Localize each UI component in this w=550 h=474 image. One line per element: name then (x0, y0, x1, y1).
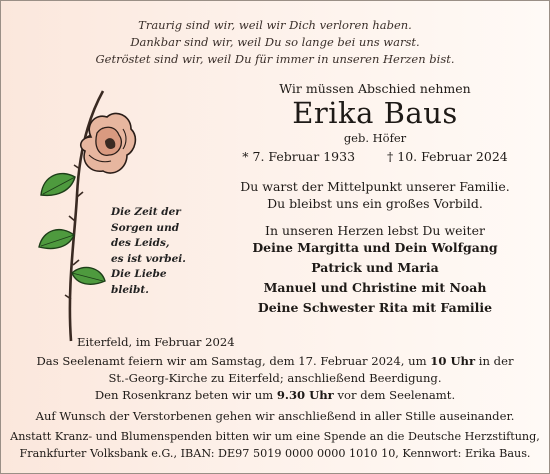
family-line-1: Deine Margitta und Dein Wolfgang (252, 240, 498, 255)
family-line-4: Deine Schwester Rita mit Familie (257, 300, 493, 315)
rosary-text-end: vor dem Seelenamt. (333, 388, 456, 402)
verse-line-3: des Leids, (111, 237, 170, 249)
verse-line-4: es ist vorbei. (111, 252, 186, 265)
service-text-end: in der (475, 354, 514, 368)
verse-line-2: Sorgen und (111, 221, 180, 234)
intro-text: Wir müssen Abschied nehmen (279, 81, 471, 96)
hearts-line: In unseren Herzen lebst Du weiter (265, 223, 485, 238)
family-line-2: Patrick und Maria (311, 260, 439, 275)
service-time: 10 Uhr (430, 354, 476, 368)
message-line-1: Du warst der Mittelpunkt unserer Familie. (240, 179, 510, 194)
verse-line-5: Die Liebe (111, 268, 167, 280)
service-line-1 (1, 354, 549, 368)
service-text: Das Seelenamt feiern wir am Samstag, dem 17. Februar 2024, um (36, 354, 431, 368)
poem-line-3: Getröstet sind wir, weil Du für immer in unseren Herzen bist. (95, 52, 455, 66)
leaf-middle (39, 230, 74, 249)
place-date: Eiterfeld, im Februar 2024 (77, 335, 235, 349)
death-date: † 10. Februar 2024 (387, 149, 508, 164)
life-dates (201, 149, 549, 164)
deceased-name: Erika Baus (292, 96, 458, 130)
service-line-2: St.-Georg-Kirche zu Eiterfeld; anschließend Beerdigung. (108, 371, 442, 385)
verse-line-6: bleibt. (111, 283, 149, 296)
service-line-3 (1, 388, 549, 402)
rosary-text: Den Rosenkranz beten wir um (94, 388, 277, 402)
verse-block (111, 205, 191, 298)
message-line-2: Du bleibst uns ein großes Vorbild. (267, 196, 483, 211)
family-line-3: Manuel und Christine mit Noah (263, 280, 487, 295)
poem-line-1: Traurig sind wir, weil wir Dich verloren haben. (138, 18, 412, 32)
poem-line-2: Dankbar sind wir, weil Du so lange bei uns warst. (130, 35, 420, 49)
donation-line-2: Frankfurter Volksbank e.G., IBAN: DE97 5019 0000 0000 1010 10, Kennwort: Erika Baus. (19, 447, 531, 460)
birth-name: geb. Höfer (343, 131, 407, 145)
donation-line-1: Anstatt Kranz- und Blumenspenden bitten wir um eine Spende an die Deutsche Herzstiftung, (10, 430, 540, 443)
farewell-line: Auf Wunsch der Verstorbenen gehen wir anschließend in aller Stille auseinander. (35, 409, 515, 423)
leaf-upper (41, 174, 75, 196)
verse-line-1: Die Zeit der (111, 206, 181, 218)
leaf-lower (72, 267, 105, 284)
rosary-time: 9.30 Uhr (276, 388, 334, 402)
birth-date: * 7. Februar 1933 (242, 149, 356, 164)
